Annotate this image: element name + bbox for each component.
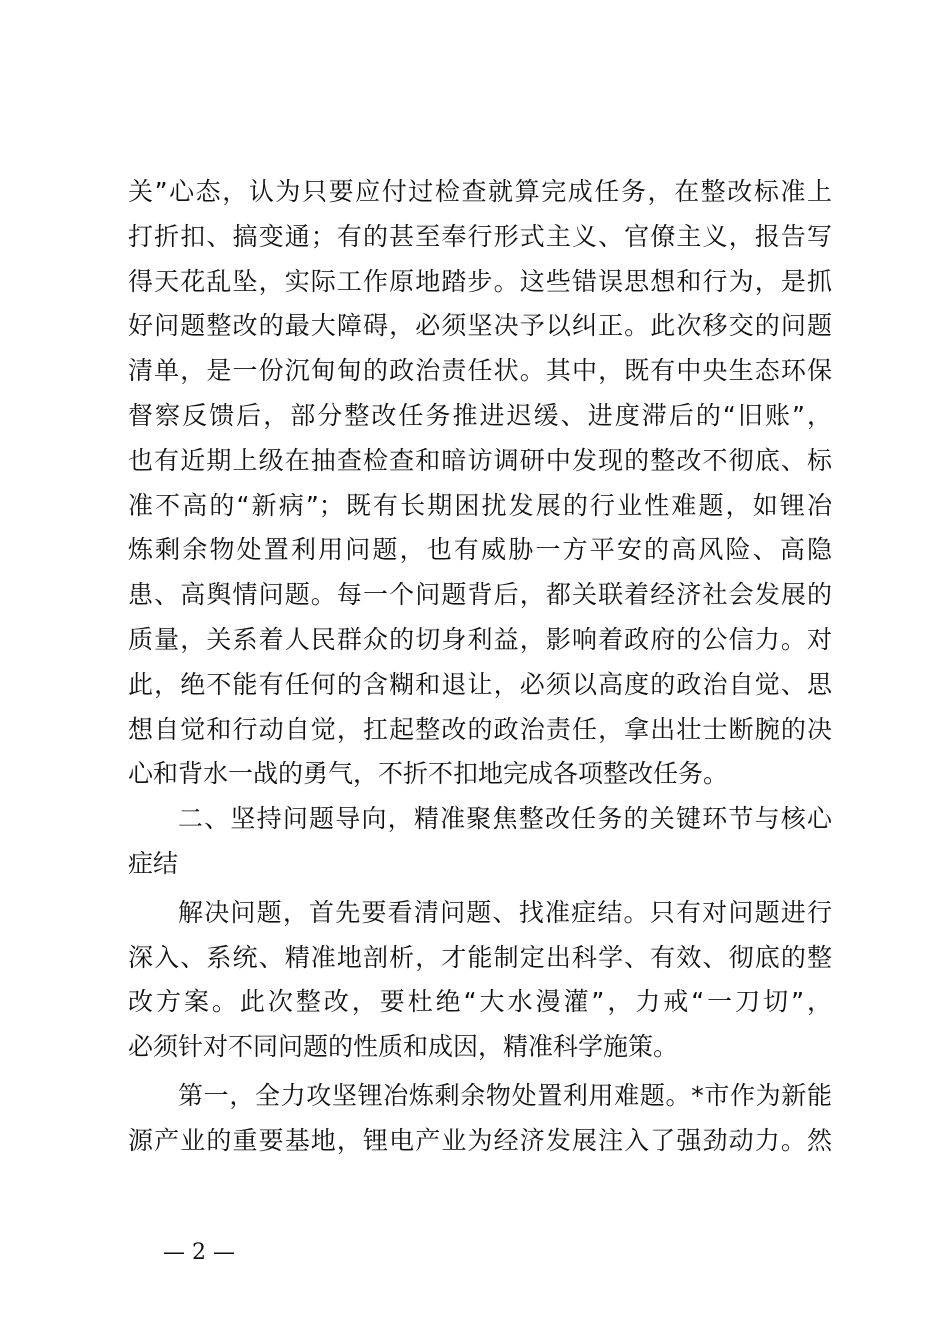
heading-line: 症结: [128, 848, 179, 878]
paragraph: [128, 891, 832, 1070]
text-line: 得天花乱坠，实际工作原地踏步。这些错误思想和行为，是抓: [128, 266, 832, 296]
text-line: 好问题整改的最大障碍，必须坚决予以纠正。此次移交的问题: [128, 311, 832, 341]
paragraph: [128, 170, 832, 797]
text-line: 准不高的“新病”；既有长期困扰发展的行业性难题，如锂冶: [128, 490, 832, 520]
text-line: 质量，关系着人民群众的切身利益，影响着政府的公信力。对: [128, 624, 832, 654]
text-line: 解决问题，首先要看清问题、找准症结。只有对问题进行: [178, 897, 832, 927]
section-heading: [128, 797, 832, 887]
page-number: — 2 —: [163, 1240, 235, 1265]
text-line: 必须针对不同问题的性质和成因，精准科学施策。: [128, 1032, 679, 1062]
text-line: 源产业的重要基地，锂电产业为经济发展注入了强劲动力。然: [128, 1125, 832, 1155]
text-line: 此，绝不能有任何的含糊和退让，必须以高度的政治自觉、思: [128, 669, 832, 699]
text-line: 患、高舆情问题。每一个问题背后，都关联着经济社会发展的: [128, 580, 832, 610]
text-line: 改方案。此次整改，要杜绝“大水漫灌”，力戒“一刀切”，: [128, 987, 832, 1017]
paragraph: [128, 1074, 832, 1164]
text-line: 深入、系统、精准地剖析，才能制定出科学、有效、彻底的整: [128, 942, 832, 972]
heading-line: 二、坚持问题导向，精准聚焦整改任务的关键环节与核心: [178, 804, 832, 834]
text-line: 关”心态，认为只要应付过检查就算完成任务，在整改标准上: [128, 177, 832, 206]
text-line: 也有近期上级在抽查检查和暗访调研中发现的整改不彻底、标: [128, 445, 832, 475]
text-line: 督察反馈后，部分整改任务推进迟缓、进度滞后的“旧账”，: [128, 400, 832, 430]
text-line: 心和背水一战的勇气，不折不扣地完成各项整改任务。: [128, 759, 729, 789]
text-line: 炼剩余物处置利用问题，也有威胁一方平安的高风险、高隐: [128, 535, 832, 565]
body-text: [128, 170, 832, 1164]
text-line: 第一，全力攻坚锂冶炼剩余物处置利用难题。*市作为新能: [178, 1080, 832, 1110]
text-line: 想自觉和行动自觉，扛起整改的政治责任，拿出壮士断腕的决: [128, 714, 832, 744]
text-line: 清单，是一份沉甸甸的政治责任状。其中，既有中央生态环保: [128, 356, 832, 386]
text-line: 打折扣、搞变通；有的甚至奉行形式主义、官僚主义，报告写: [128, 221, 832, 251]
